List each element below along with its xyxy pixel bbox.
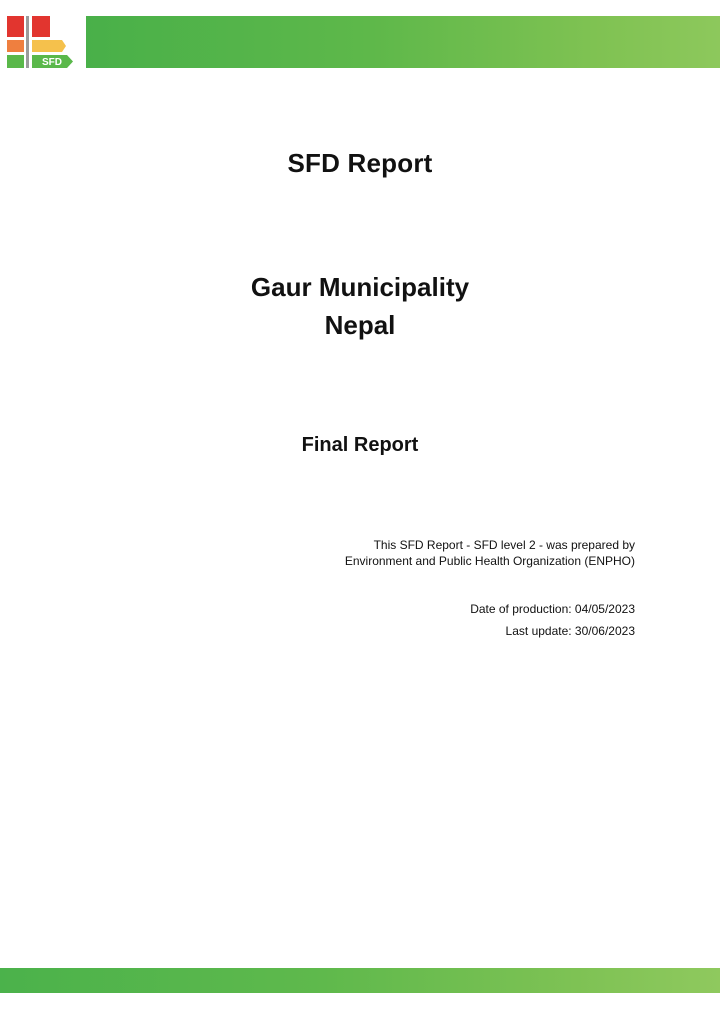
sfd-logo [7, 16, 74, 68]
country-name: Nepal [324, 310, 396, 340]
date-of-production: Date of production: 04/05/2023 [470, 602, 635, 616]
document-title: SFD Report [287, 148, 433, 178]
sfd-logo-icon [7, 16, 74, 68]
bottom-green-band [0, 968, 720, 993]
document-dates [360, 598, 635, 642]
prepared-by-line-2: Environment and Public Health Organization (ENPHO) [344, 554, 635, 568]
last-update: Last update: 30/06/2023 [505, 624, 635, 638]
prepared-by-statement [260, 537, 635, 569]
municipality-name: Gaur Municipality [250, 272, 470, 302]
sfd-logo-text: SFD [42, 57, 62, 68]
prepared-by-line-1: This SFD Report - SFD level 2 - was prepared by [373, 538, 635, 552]
document-location [0, 268, 720, 344]
report-type: Final Report [301, 434, 419, 456]
top-green-band [86, 16, 720, 68]
